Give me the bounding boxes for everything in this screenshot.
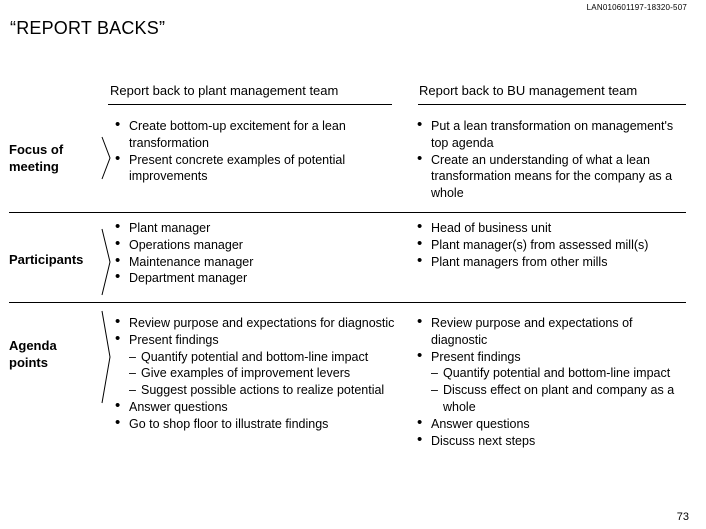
bullet-icon: • (115, 313, 121, 330)
sub-bullet-text: Quantify potential and bottom-line impact (141, 349, 369, 364)
column-header-rule-right (418, 104, 686, 105)
dash-icon: – (431, 366, 438, 381)
row-divider (9, 302, 686, 303)
column-header-bu: Report back to BU management team (419, 83, 638, 98)
agenda-plant-list (115, 315, 400, 433)
bullet-item (115, 270, 400, 287)
bullet-item (115, 220, 400, 237)
sub-bullet-item (129, 365, 400, 382)
bullet-icon: • (115, 268, 121, 286)
dash-icon: – (129, 383, 136, 398)
bullet-item (115, 315, 400, 332)
bullet-text: Plant manager (129, 221, 211, 235)
bullet-icon: • (115, 218, 121, 235)
bullet-icon: • (115, 234, 121, 252)
bullet-item (115, 234, 400, 254)
bullet-item (115, 329, 400, 399)
bullet-icon: • (417, 346, 423, 364)
page-number: 73 (676, 511, 689, 523)
chevron-right-icon (101, 136, 111, 180)
focus-plant-list (115, 118, 400, 185)
bullet-item (417, 234, 692, 254)
bullet-text: Plant manager(s) from assessed mill(s) (431, 237, 649, 252)
chevron-right-icon (101, 310, 111, 404)
row-label-text: Participants (9, 252, 84, 267)
bullet-item (417, 118, 692, 152)
bullet-icon: • (417, 149, 423, 167)
bullet-text: Create an understanding of what a lean transformation means for the company as a whole (431, 152, 673, 201)
bullet-text: Discuss next steps (431, 433, 536, 448)
bullet-icon: • (417, 234, 423, 252)
bullet-item (115, 149, 400, 186)
sub-bullet-item (129, 382, 400, 399)
bullet-text: Maintenance manager (129, 254, 254, 269)
bullet-text: Create bottom-up excitement for a lean transformation (129, 119, 346, 150)
bullet-text: Answer questions (431, 416, 530, 431)
bullet-text: Present findings (431, 349, 521, 364)
bullet-icon: • (115, 251, 121, 269)
bullet-item (115, 396, 400, 416)
row-label-text: Agenda points (9, 338, 57, 370)
sub-bullet-text: Discuss effect on plant and company as a whole (443, 383, 675, 414)
bullet-item (417, 413, 692, 433)
bullet-item (417, 220, 692, 237)
document-id: LAN010601197-18320-507 (586, 3, 687, 12)
agenda-bu-list (417, 315, 692, 449)
row-label-focus (9, 141, 93, 175)
bullet-text: Go to shop floor to illustrate findings (129, 416, 329, 431)
dash-icon: – (129, 366, 136, 381)
sub-bullet-item (431, 365, 692, 382)
sub-bullet-text: Suggest possible actions to realize potential (141, 383, 385, 398)
bullet-text: Head of business unit (431, 221, 552, 235)
participants-plant-list (115, 220, 400, 287)
bullet-text: Plant managers from other mills (431, 254, 608, 269)
bullet-icon: • (417, 251, 423, 269)
sub-bullet-item (129, 349, 400, 366)
bullet-icon: • (115, 329, 121, 347)
bullet-item (115, 118, 400, 152)
sub-bullet-text: Give examples of improvement levers (141, 366, 351, 381)
row-label-agenda (9, 337, 93, 371)
bullet-icon: • (417, 430, 423, 448)
row-label-text: Focus of meeting (9, 142, 64, 174)
bullet-item (115, 413, 400, 433)
bullet-icon: • (115, 396, 121, 414)
dash-icon: – (129, 349, 136, 364)
bullet-icon: • (417, 313, 423, 330)
bullet-icon: • (115, 116, 121, 133)
column-header-plant: Report back to plant management team (110, 83, 339, 98)
bullet-icon: • (417, 413, 423, 431)
bullet-icon: • (417, 116, 423, 133)
row-divider (9, 212, 686, 213)
bullet-text: Operations manager (129, 237, 243, 252)
bullet-item (417, 251, 692, 271)
bullet-item (417, 149, 692, 202)
sub-bullet-text: Quantify potential and bottom-line impact (443, 366, 671, 381)
bullet-text: Put a lean transformation on management's top agenda (431, 119, 674, 150)
page-title: “REPORT BACKS” (10, 18, 166, 38)
dash-icon: – (431, 383, 438, 398)
bullet-item (417, 430, 692, 450)
bullet-text: Present concrete examples of potential improvements (129, 152, 346, 184)
chevron-right-icon (101, 228, 111, 296)
bullet-text: Present findings (129, 332, 219, 347)
bullet-item (115, 251, 400, 271)
row-label-participants (9, 251, 93, 268)
bullet-text: Department manager (129, 271, 248, 286)
bullet-item (417, 315, 692, 349)
bullet-text: Answer questions (129, 399, 228, 414)
sub-bullet-item (431, 382, 692, 416)
participants-bu-list (417, 220, 692, 270)
column-header-rule-left (108, 104, 392, 105)
bullet-text: Review purpose and expectations of diagnostic (431, 316, 633, 347)
bullet-item (417, 346, 692, 416)
bullet-icon: • (115, 413, 121, 431)
focus-bu-list (417, 118, 692, 202)
bullet-icon: • (115, 149, 121, 167)
bullet-icon: • (417, 218, 423, 235)
bullet-text: Review purpose and expectations for diagnostic (129, 316, 395, 330)
